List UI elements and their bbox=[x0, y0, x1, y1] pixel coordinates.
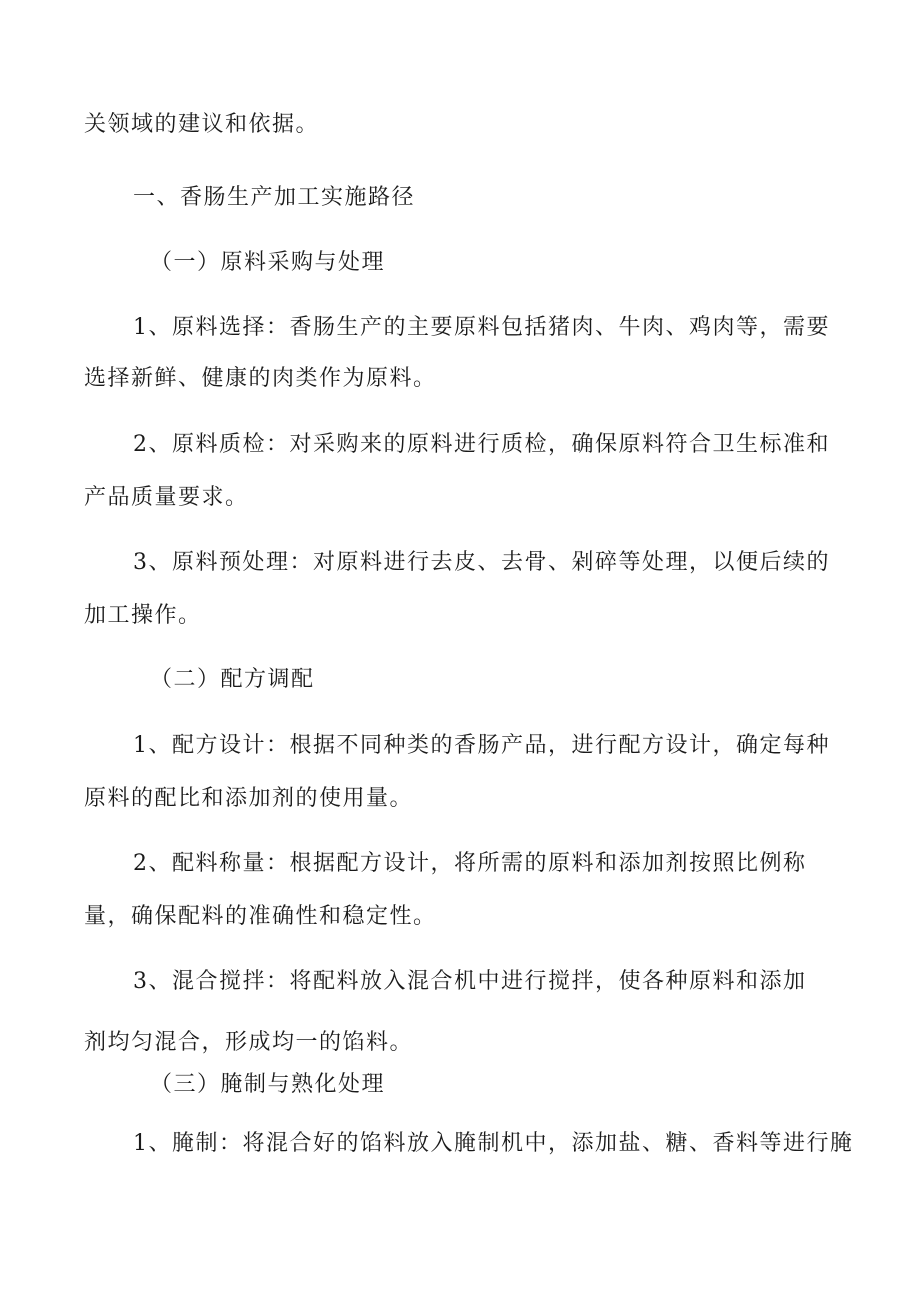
paragraph-line: 量，确保配料的准确性和稳定性。 bbox=[84, 904, 437, 929]
paragraph-line: 2、原料质检：对采购来的原料进行质检，确保原料符合卫生标准和 bbox=[133, 432, 830, 457]
paragraph-line: 3、混合搅拌：将配料放入混合机中进行搅拌，使各种原料和添加 bbox=[133, 969, 807, 994]
paragraph-line: 剂均匀混合，形成均一的馅料。 bbox=[84, 1030, 414, 1055]
paragraph-line: 选择新鲜、健康的肉类作为原料。 bbox=[84, 366, 437, 391]
section-heading: 一、香肠生产加工实施路径 bbox=[133, 185, 416, 210]
subsection-heading: （一）原料采购与处理 bbox=[150, 250, 386, 275]
paragraph-line: 原料的配比和添加剂的使用量。 bbox=[84, 786, 414, 811]
subsection-heading: （二）配方调配 bbox=[150, 667, 315, 692]
paragraph-continuation: 关领域的建议和依据。 bbox=[84, 112, 320, 137]
paragraph-line: 1、腌制：将混合好的馅料放入腌制机中，添加盐、糖、香料等进行腌 bbox=[133, 1131, 854, 1156]
paragraph-line: 1、配方设计：根据不同种类的香肠产品，进行配方设计，确定每种 bbox=[133, 733, 830, 758]
paragraph-line: 1、原料选择：香肠生产的主要原料包括猪肉、牛肉、鸡肉等，需要 bbox=[133, 315, 830, 340]
subsection-heading: （三）腌制与熟化处理 bbox=[150, 1072, 386, 1097]
paragraph-line: 产品质量要求。 bbox=[84, 485, 249, 510]
paragraph-line: 3、原料预处理：对原料进行去皮、去骨、剁碎等处理，以便后续的 bbox=[133, 550, 830, 575]
paragraph-line: 2、配料称量：根据配方设计，将所需的原料和添加剂按照比例称 bbox=[133, 851, 807, 876]
paragraph-line: 加工操作。 bbox=[84, 603, 202, 628]
